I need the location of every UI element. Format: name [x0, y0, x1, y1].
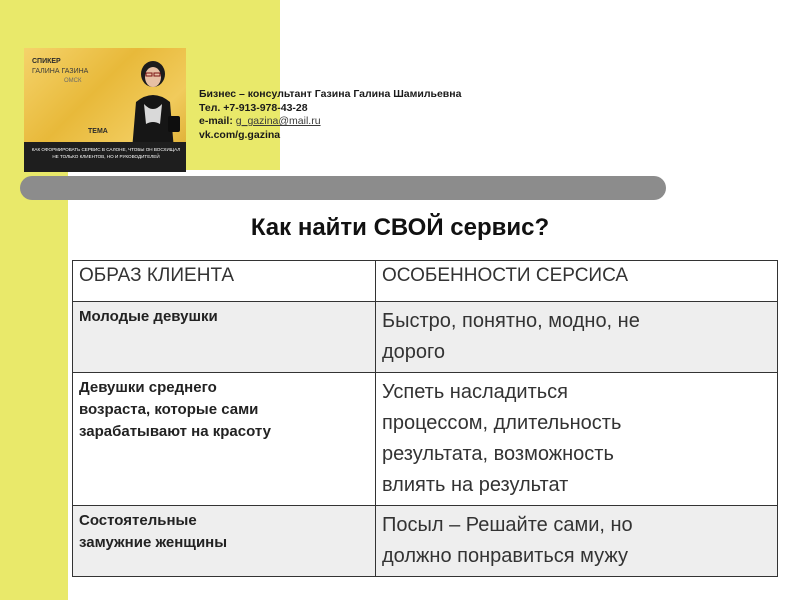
- feature-line: Посыл – Решайте сами, но: [382, 514, 633, 536]
- divider-bar: [20, 176, 666, 200]
- feature-cell: [376, 506, 778, 577]
- speaker-photo: [122, 54, 184, 150]
- vk-link[interactable]: vk.com/g.gazina: [199, 128, 281, 141]
- feature-line: Успеть насладиться: [382, 381, 569, 403]
- phone-number: Тел. +7-913-978-43-28: [199, 101, 308, 114]
- client-line: возраста, которые сами: [79, 401, 259, 418]
- client-line: Состоятельные: [79, 512, 197, 529]
- service-table: [72, 260, 778, 577]
- table-row: [73, 373, 778, 506]
- feature-line: процессом, длительность: [382, 412, 622, 434]
- email-link[interactable]: g_gazina@mail.ru: [235, 115, 321, 127]
- client-cell: [73, 506, 376, 577]
- client-line: Девушки среднего: [79, 379, 217, 396]
- header-client-type: ОБРАЗ КЛИЕНТА: [73, 261, 376, 302]
- card-topic-label: ТЕМА: [88, 128, 108, 135]
- feature-line: результата, возможность: [382, 443, 614, 465]
- client-line: зарабатывают на красоту: [79, 423, 271, 440]
- table-header-row: [73, 261, 778, 302]
- feature-line: Быстро, понятно, модно, не: [382, 310, 640, 332]
- email-label: e-mail:: [199, 115, 236, 127]
- table-row: [73, 302, 778, 373]
- contact-info: [199, 88, 461, 142]
- card-city: ОМСК: [64, 78, 82, 84]
- table-row: [73, 506, 778, 577]
- consultant-name: Бизнес – консультант Газина Галина Шамильевна: [199, 88, 462, 100]
- feature-line: влиять на результат: [382, 474, 569, 496]
- header-service-features: ОСОБЕННОСТИ СЕРСИСА: [376, 261, 778, 302]
- client-cell: [73, 302, 376, 373]
- card-speaker-label: СПИКЕР: [32, 58, 61, 65]
- feature-cell: [376, 373, 778, 506]
- feature-line: дорого: [382, 341, 446, 363]
- feature-line: должно понравиться мужу: [382, 545, 628, 567]
- card-speaker-name: ГАЛИНА ГАЗИНА: [32, 68, 89, 75]
- feature-cell: [376, 302, 778, 373]
- client-cell: [73, 373, 376, 506]
- client-line: Молодые девушки: [79, 308, 218, 325]
- client-line: замужние женщины: [79, 534, 228, 551]
- card-topic-banner: КАК ОФОРМИРОВАТЬ СЕРВИС В САЛОНЕ, ЧТОБЫ ОН ВОСХИЩАЛ НЕ ТОЛЬКО КЛИЕНТОВ, НО И РУКОВОДИТЕЛЕЙ: [24, 142, 186, 172]
- email-line: [199, 115, 461, 129]
- page-title: Как найти СВОЙ сервис?: [250, 214, 550, 241]
- speaker-card: [24, 48, 186, 172]
